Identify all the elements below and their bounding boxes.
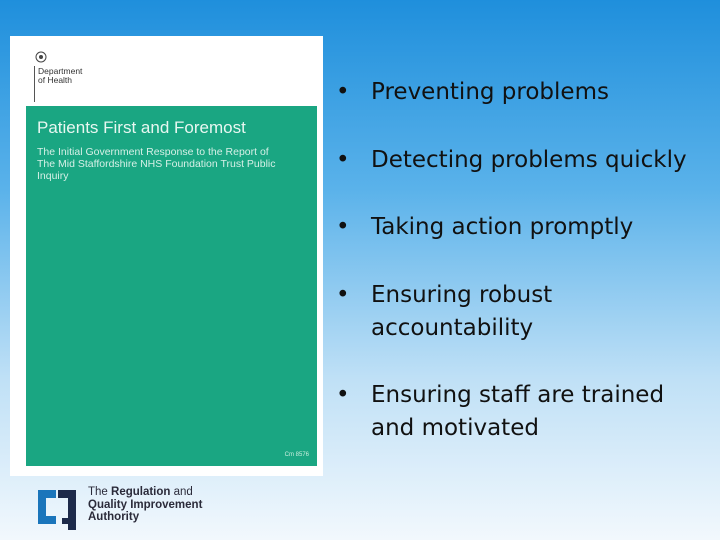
bullet-item bbox=[336, 144, 706, 177]
rqia-line-1-suffix: and bbox=[170, 486, 193, 498]
cover-subtitle: The Initial Government Response to the Report of The Mid Staffordshire NHS Foundation Trust Public Inquiry bbox=[37, 146, 276, 182]
cover-code: Cm 8576 bbox=[284, 452, 309, 458]
rqia-name bbox=[88, 486, 228, 524]
bullet-text: Ensuring robust accountability bbox=[371, 282, 553, 341]
bullet-text: Taking action promptly bbox=[371, 214, 634, 240]
bullet-text: Detecting problems quickly bbox=[371, 147, 687, 173]
bullet-item bbox=[336, 211, 706, 244]
department-name: Department of Health bbox=[38, 66, 83, 85]
bullet-text: Ensuring staff are trained and motivated bbox=[371, 382, 665, 441]
rqia-line-2 bbox=[88, 499, 228, 512]
rqia-line-2-word-2: Improvement bbox=[130, 498, 203, 511]
logo-rule bbox=[34, 66, 35, 102]
rqia-q-mark-icon bbox=[34, 482, 80, 532]
department-of-health-logo bbox=[34, 50, 114, 94]
bullet-item bbox=[336, 379, 706, 445]
bullet-dot: • bbox=[336, 79, 350, 105]
bullet-item bbox=[336, 76, 706, 109]
bullet-dot: • bbox=[336, 147, 350, 173]
cover-panel bbox=[26, 106, 317, 466]
bullet-dot: • bbox=[336, 382, 350, 408]
rqia-line-1-bold: Regulation bbox=[111, 486, 171, 498]
rqia-line-3-bold: Authority bbox=[88, 511, 140, 523]
bullet-item bbox=[336, 279, 706, 345]
rqia-line-2-word-1: Quality bbox=[88, 498, 127, 511]
bullet-dot: • bbox=[336, 214, 350, 240]
cover-title: Patients First and Foremost bbox=[37, 118, 246, 137]
bullet-dot: • bbox=[336, 282, 350, 308]
report-cover bbox=[10, 36, 323, 476]
rqia-line-3 bbox=[88, 511, 228, 524]
rqia-line-1-prefix: The bbox=[88, 486, 112, 498]
rqia-line-1 bbox=[88, 486, 228, 499]
rqia-logo bbox=[34, 482, 214, 532]
bullet-text: Preventing problems bbox=[371, 79, 609, 105]
royal-crest-icon bbox=[34, 50, 48, 64]
